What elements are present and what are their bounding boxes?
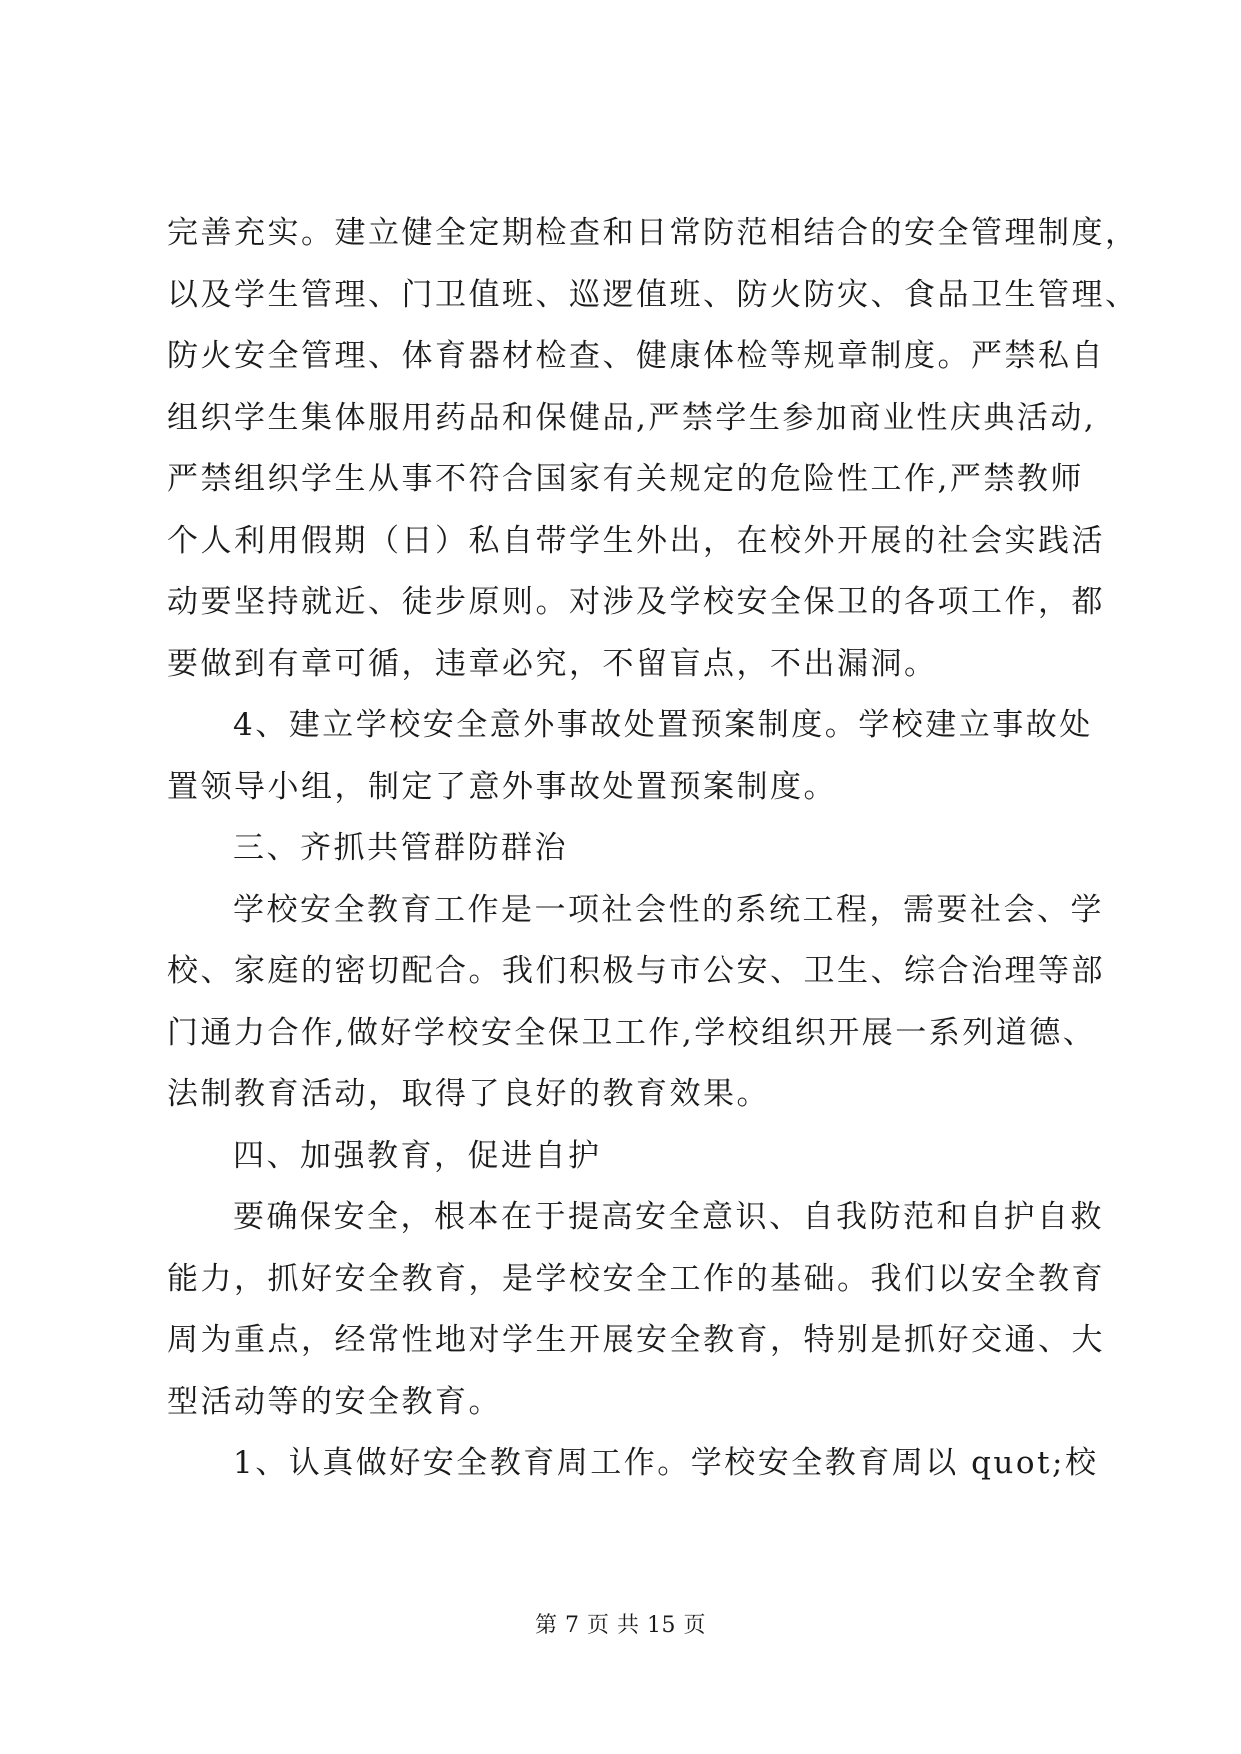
paragraph-start-line: 学校安全教育工作是一项社会性的系统工程，需要社会、学 (233, 891, 1104, 928)
text-line: 完善充实。建立健全定期检查和日常防范相结合的安全管理制度， (167, 215, 1139, 251)
section-heading: 三、齐抓共管群防群治 (233, 830, 568, 866)
text-line: 法制教育活动，取得了良好的教育效果。 (167, 1076, 770, 1112)
paragraph-start-line: 4、建立学校安全意外事故处置预案制度。学校建立事故处 (233, 707, 1093, 743)
page-number-footer: 第 7 页 共 15 页 (535, 1613, 706, 1638)
text-line: 能力，抓好安全教育，是学校安全工作的基础。我们以安全教育 (167, 1260, 1105, 1297)
text-line: 校、家庭的密切配合。我们积极与市公安、卫生、综合治理等部 (167, 953, 1105, 989)
text-line: 要做到有章可循，违章必究，不留盲点，不出漏洞。 (167, 645, 938, 682)
text-line: 组织学生集体服用药品和保健品,严禁学生参加商业性庆典活动, (167, 399, 1097, 436)
text-line: 个人利用假期（日）私自带学生外出，在校外开展的社会实践活 (167, 522, 1105, 559)
section-heading: 四、加强教育，促进自护 (233, 1137, 602, 1174)
paragraph-start-line: 1、认真做好安全教育周工作。学校安全教育周以 quot;校 (233, 1445, 1099, 1481)
text-line: 以及学生管理、门卫值班、巡逻值班、防火防灾、食品卫生管理、 (167, 276, 1139, 313)
text-line: 严禁组织学生从事不符合国家有关规定的危险性工作,严禁教师 (167, 461, 1084, 497)
text-line: 周为重点，经常性地对学生开展安全教育，特别是抓好交通、大 (167, 1322, 1105, 1358)
text-line: 置领导小组，制定了意外事故处置预案制度。 (167, 768, 837, 805)
text-line: 动要坚持就近、徒步原则。对涉及学校安全保卫的各项工作，都 (167, 584, 1105, 620)
document-body (167, 203, 1139, 1495)
text-line: 型活动等的安全教育。 (167, 1383, 502, 1420)
paragraph-start-line: 要确保安全，根本在于提高安全意识、自我防范和自护自救 (233, 1199, 1104, 1235)
text-line: 门通力合作,做好学校安全保卫工作,学校组织开展一系列道德、 (167, 1014, 1097, 1051)
text-line: 防火安全管理、体育器材检查、健康体检等规章制度。严禁私自 (167, 338, 1105, 374)
